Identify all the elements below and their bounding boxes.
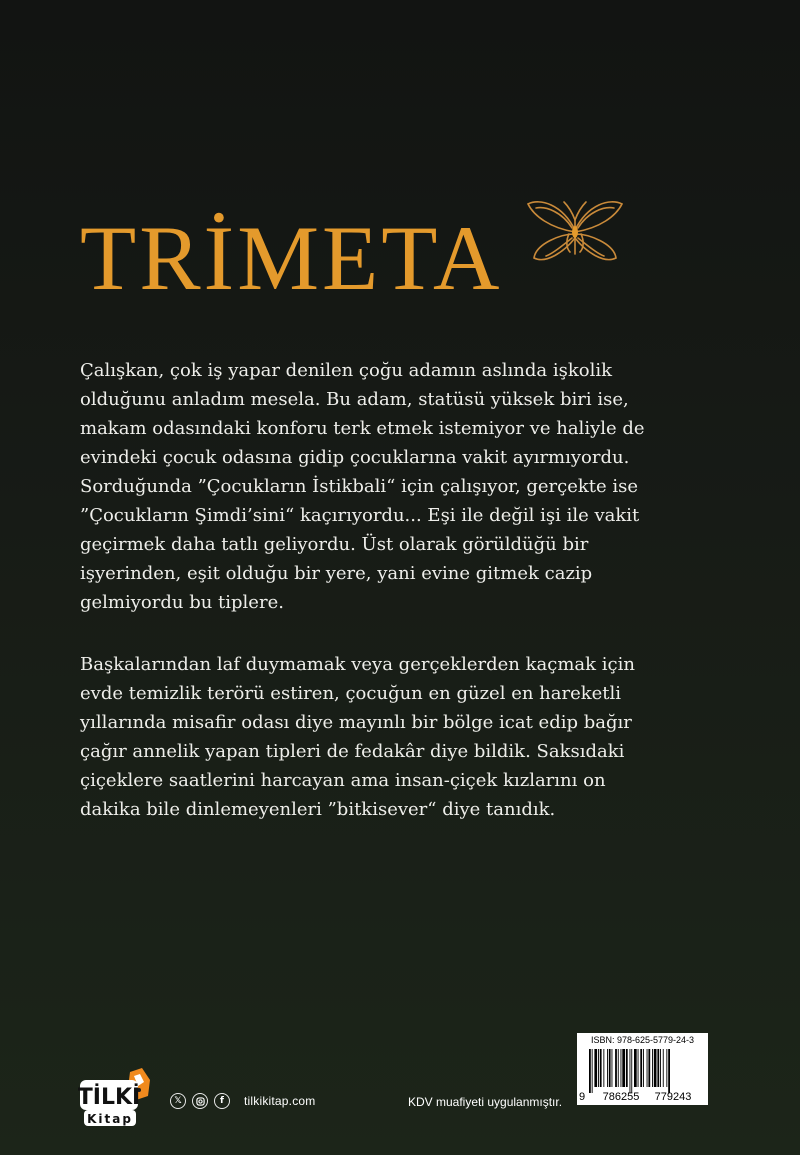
barcode-bar <box>618 1049 619 1087</box>
text-line: Çalışkan, çok iş yapar denilen çoğu adamın aslında işkolik <box>80 360 613 381</box>
barcode-bar <box>631 1049 632 1093</box>
barcode-bar <box>594 1049 597 1087</box>
barcode-digits-right: 779243 <box>654 1091 692 1103</box>
tax-note: KDV muafiyeti uygulanmıştır. <box>408 1095 563 1109</box>
barcode-bars <box>589 1049 670 1093</box>
instagram-icon[interactable] <box>192 1093 208 1109</box>
x-icon[interactable]: 𝕏 <box>170 1093 186 1109</box>
barcode-bar <box>600 1049 602 1087</box>
barcode-bar <box>654 1049 657 1087</box>
barcode-bar <box>603 1049 604 1087</box>
social-links <box>170 1093 315 1109</box>
text-line: ”Çocukların Şimdi’sini“ kaçırıyordu... Eşi ile değil işi ile vakit <box>80 505 640 526</box>
barcode-bar <box>622 1049 625 1087</box>
text-line: evde temizlik terörü estiren, çocuğun en güzel en hareketli <box>80 683 622 704</box>
barcode-bar <box>621 1049 622 1087</box>
text-line: işyerinden, eşit olduğu bir yere, yani evine gitmek cazip <box>80 563 593 584</box>
barcode-bar <box>607 1049 608 1087</box>
barcode-bar <box>663 1049 664 1087</box>
barcode-digit-lead: 9 <box>578 1091 586 1103</box>
svg-text:TİLKİ: TİLKİ <box>78 1085 141 1110</box>
text-line: yıllarında misafir odası diye mayınlı bir bölge icat edip bağır <box>80 712 632 733</box>
blurb-paragraph-2 <box>80 650 720 824</box>
text-line: makam odasındaki konforu terk etmek istemiyor ve haliyle de <box>80 418 645 439</box>
text-line: Sorduğunda ”Çocukların İstikbali“ için çalışıyor, gerçekte ise <box>80 476 639 497</box>
barcode-bar <box>668 1049 670 1093</box>
barcode-bar <box>660 1049 661 1087</box>
barcode-bar <box>634 1049 637 1087</box>
barcode-bar <box>626 1049 628 1087</box>
barcode-bar <box>648 1049 650 1087</box>
barcode-graphic <box>577 1047 708 1105</box>
barcode-bar <box>647 1049 648 1087</box>
text-line: dakika bile dinlemeyenleri ”bitkisever“ diye tanıdık. <box>80 799 556 820</box>
publisher-logo <box>78 1066 156 1130</box>
text-line: evindeki çocuk odasına gidip çocuklarına vakit ayırmıyordu. <box>80 447 630 468</box>
text-line: geçirmek daha tatlı geliyordu. Üst olarak görüldüğü bir <box>80 534 589 555</box>
barcode-bar <box>666 1049 667 1087</box>
text-line: Başkalarından laf duymamak veya gerçeklerden kaçmak için <box>80 654 635 675</box>
blurb-paragraph-1 <box>80 356 720 617</box>
barcode-bar <box>630 1049 631 1093</box>
isbn-label: ISBN: 978-625-5779-24-3 <box>590 1035 695 1045</box>
barcode-bar <box>652 1049 653 1087</box>
barcode-bar <box>643 1049 644 1087</box>
barcode-bar <box>592 1049 593 1093</box>
book-title: TRİMETA <box>80 207 503 309</box>
barcode-bar <box>638 1049 639 1087</box>
barcode-bar <box>598 1049 599 1087</box>
svg-text:Kitap: Kitap <box>87 1112 133 1126</box>
text-line: olduğunu anladım mesela. Bu adam, statüsü yüksek biri ise, <box>80 389 629 410</box>
text-line: çağır annelik yapan tipleri de fedakâr diye bildik. Saksıdaki <box>80 741 625 762</box>
barcode-bar <box>615 1049 617 1087</box>
barcode-bar <box>612 1049 613 1087</box>
barcode-digits-left: 786255 <box>602 1091 640 1103</box>
website-link[interactable]: tilkikitap.com <box>244 1094 316 1108</box>
butterfly-ornament-icon <box>522 194 628 276</box>
text-line: gelmiyordu bu tiplere. <box>80 592 284 613</box>
barcode-bar <box>657 1049 659 1087</box>
barcode-bar <box>640 1049 642 1087</box>
barcode-bar <box>609 1049 611 1087</box>
facebook-icon[interactable]: f <box>214 1093 230 1109</box>
text-line: çiçeklere saatlerini harcayan ama insan-çiçek kızlarını on <box>80 770 606 791</box>
barcode-bar <box>589 1049 591 1093</box>
isbn-barcode <box>577 1033 708 1105</box>
